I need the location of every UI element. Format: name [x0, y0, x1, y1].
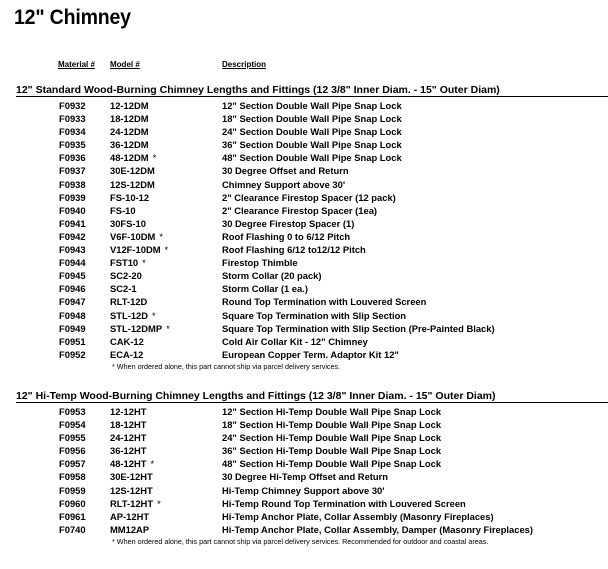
- part-description: 24" Section Hi-Temp Double Wall Pipe Snap Lock: [222, 432, 442, 444]
- model-number: 12S-12HT: [110, 484, 153, 496]
- model-cell: [110, 112, 149, 125]
- section-divider: [16, 96, 608, 97]
- model-cell: [110, 151, 156, 164]
- material-number: F0953: [59, 406, 86, 417]
- model-cell: [110, 309, 156, 322]
- model-cell: [110, 164, 155, 177]
- material-number: F0939: [59, 191, 86, 203]
- table-row: [0, 204, 608, 217]
- material-number: F0959: [59, 484, 86, 496]
- parcel-restriction-marker: *: [142, 257, 146, 269]
- model-number: MM12AP: [110, 523, 150, 535]
- model-cell: [110, 243, 168, 256]
- model-number: ECA-12: [110, 348, 144, 360]
- table-row: [0, 497, 608, 510]
- model-number: 30E-12DM: [110, 165, 155, 177]
- model-number: 30FS-10: [110, 217, 146, 229]
- model-number: 36-12DM: [110, 139, 149, 151]
- material-number: F0954: [59, 419, 86, 431]
- table-row: [0, 335, 608, 348]
- table-row: [0, 484, 608, 497]
- model-number: 36-12HT: [110, 445, 147, 457]
- material-number: F0934: [59, 126, 86, 138]
- model-cell: [110, 431, 146, 444]
- table-row: [0, 523, 608, 536]
- material-number: F0960: [59, 497, 86, 509]
- model-cell: [110, 295, 147, 308]
- material-number: F0955: [59, 432, 86, 444]
- table-row: [0, 112, 608, 125]
- table-row: [0, 243, 608, 256]
- table-row: [0, 309, 608, 322]
- model-cell: [110, 418, 146, 431]
- material-number: F0958: [59, 471, 86, 483]
- table-row: [0, 230, 608, 243]
- material-number: F0740: [59, 523, 86, 535]
- model-number: FST10: [110, 257, 139, 269]
- part-description: Square Top Termination with Slip Section: [222, 309, 407, 321]
- part-description: Cold Air Collar Kit - 12" Chimney: [222, 335, 368, 347]
- material-number: F0937: [59, 165, 86, 177]
- model-number: 18-12DM: [110, 113, 149, 125]
- model-cell: [110, 204, 136, 217]
- model-cell: [110, 510, 149, 523]
- table-row: [0, 125, 608, 138]
- model-column-header: Model #: [110, 60, 140, 69]
- model-number: 12-12DM: [110, 100, 149, 111]
- part-description: 30 Degree Offset and Return: [222, 165, 349, 177]
- table-row: [0, 269, 608, 282]
- section-heading: 12" Standard Wood-Burning Chimney Lengths and Fittings (12 3/8" Inner Diam. - 15" Outer Diam): [16, 84, 500, 96]
- model-number: RLT-12HT: [110, 497, 154, 509]
- model-cell: [110, 497, 161, 510]
- parcel-restriction-marker: *: [152, 309, 156, 321]
- material-number: F0936: [59, 152, 86, 164]
- part-description: 48" Section Hi-Temp Double Wall Pipe Snap Lock: [222, 458, 442, 470]
- footnote: * When ordered alone, this part cannot ship via parcel delivery services.: [112, 361, 341, 371]
- part-description: Square Top Termination with Slip Section (Pre-Painted Black): [222, 322, 495, 334]
- model-number: FS-10-12: [110, 191, 150, 203]
- model-number: 18-12HT: [110, 419, 147, 431]
- table-row: [0, 348, 608, 361]
- page-title: 12" Chimney: [14, 6, 131, 29]
- part-description: Storm Collar (20 pack): [222, 270, 322, 282]
- material-number: F0957: [59, 458, 86, 470]
- part-description: 48" Section Double Wall Pipe Snap Lock: [222, 152, 402, 164]
- model-number: 48-12HT: [110, 458, 147, 470]
- material-number: F0961: [59, 510, 86, 522]
- part-description: Chimney Support above 30': [222, 178, 346, 190]
- model-cell: [110, 282, 137, 295]
- model-cell: [110, 348, 143, 361]
- model-number: STL-12DMP: [110, 322, 163, 334]
- model-number: AP-12HT: [110, 510, 150, 522]
- material-number: F0935: [59, 139, 86, 151]
- model-number: FS-10: [110, 204, 136, 216]
- model-cell: [110, 470, 153, 483]
- part-description: Hi-Temp Chimney Support above 30': [222, 484, 385, 496]
- model-cell: [110, 178, 155, 191]
- parcel-restriction-marker: *: [150, 458, 155, 470]
- part-description: Roof Flashing 0 to 6/12 Pitch: [222, 230, 351, 242]
- part-description: 2" Clearance Firestop Spacer (1ea): [222, 204, 378, 216]
- material-number: F0940: [59, 204, 86, 216]
- table-row: [0, 431, 608, 444]
- model-number: RLT-12D: [110, 296, 148, 308]
- material-number: F0943: [59, 244, 86, 256]
- part-description: Round Top Termination with Louvered Screen: [222, 296, 427, 308]
- model-cell: [110, 230, 163, 243]
- model-number: V6F-10DM: [110, 230, 156, 242]
- part-description: Hi-Temp Round Top Termination with Louvered Screen: [222, 497, 466, 509]
- model-cell: [110, 322, 170, 335]
- model-number: 24-12HT: [110, 432, 147, 444]
- model-cell: [110, 138, 149, 151]
- table-row: [0, 444, 608, 457]
- model-number: SC2-20: [110, 270, 142, 282]
- material-number: F0947: [59, 296, 86, 308]
- table-row: [0, 151, 608, 164]
- model-number: 24-12DM: [110, 126, 149, 138]
- part-description: Hi-Temp Anchor Plate, Collar Assembly (Masonry Fireplaces): [222, 510, 494, 522]
- table-row: [0, 470, 608, 483]
- parcel-restriction-marker: *: [164, 244, 169, 256]
- material-column-header: Material #: [58, 60, 95, 69]
- part-description: European Copper Term. Adaptor Kit 12": [222, 348, 399, 360]
- part-description: 12" Section Hi-Temp Double Wall Pipe Snap Lock: [222, 406, 442, 417]
- model-number: 48-12DM: [110, 152, 149, 164]
- material-number: F0941: [59, 217, 86, 229]
- section-divider: [16, 402, 608, 403]
- table-row: [0, 164, 608, 177]
- model-number: 30E-12HT: [110, 471, 153, 483]
- material-number: F0945: [59, 270, 86, 282]
- model-cell: [110, 457, 154, 470]
- parcel-restriction-marker: *: [166, 322, 170, 334]
- part-description: 30 Degree Firestop Spacer (1): [222, 217, 355, 229]
- material-number: F0933: [59, 113, 86, 125]
- table-row: [0, 510, 608, 523]
- model-number: V12F-10DM: [110, 244, 161, 256]
- parts-table: [0, 405, 608, 548]
- material-number: F0949: [59, 322, 86, 334]
- table-row: [0, 138, 608, 151]
- material-number: F0944: [59, 257, 86, 269]
- part-description: 18" Section Double Wall Pipe Snap Lock: [222, 113, 402, 125]
- material-number: F0951: [59, 335, 86, 347]
- part-description: 36" Section Hi-Temp Double Wall Pipe Snap Lock: [222, 445, 442, 457]
- table-row: [0, 322, 608, 335]
- table-row: [0, 295, 608, 308]
- model-number: 12-12HT: [110, 406, 147, 417]
- model-cell: [110, 269, 142, 282]
- part-description: 18" Section Hi-Temp Double Wall Pipe Snap Lock: [222, 419, 442, 431]
- model-cell: [110, 125, 149, 138]
- model-cell: [110, 217, 146, 230]
- parts-table: [0, 99, 608, 373]
- model-number: SC2-1: [110, 283, 137, 295]
- part-description: 24" Section Double Wall Pipe Snap Lock: [222, 126, 402, 138]
- model-cell: [110, 256, 146, 269]
- table-row: [0, 178, 608, 191]
- model-number: STL-12D: [110, 309, 149, 321]
- material-number: F0946: [59, 283, 86, 295]
- table-row: [0, 217, 608, 230]
- footnote: * When ordered alone, this part cannot ship via parcel delivery services. Recommended for outdoor and coastal areas.: [112, 536, 489, 546]
- part-description: 2" Clearance Firestop Spacer (12 pack): [222, 191, 396, 203]
- material-number: F0938: [59, 178, 86, 190]
- table-row: [0, 256, 608, 269]
- model-cell: [110, 444, 146, 457]
- part-description: Hi-Temp Anchor Plate, Collar Assembly, Damper (Masonry Fireplaces): [222, 523, 534, 535]
- table-row: [0, 191, 608, 204]
- table-row: [0, 457, 608, 470]
- model-number: 12S-12DM: [110, 178, 155, 190]
- model-cell: [110, 191, 149, 204]
- part-description: Firestop Thimble: [222, 257, 298, 269]
- part-description: Roof Flashing 6/12 to12/12 Pitch: [222, 244, 366, 256]
- model-cell: [110, 335, 144, 348]
- model-cell: [110, 484, 153, 497]
- parcel-restriction-marker: *: [157, 497, 161, 509]
- material-number: F0952: [59, 348, 86, 360]
- model-cell: [110, 523, 149, 536]
- model-cell: [110, 99, 149, 112]
- part-description: Storm Collar (1 ea.): [222, 283, 308, 295]
- section-heading: 12" Hi-Temp Wood-Burning Chimney Lengths and Fittings (12 3/8" Inner Diam. - 15" Outer Diam): [16, 390, 496, 402]
- parcel-restriction-marker: *: [152, 152, 157, 164]
- table-row: [0, 99, 608, 112]
- model-number: CAK-12: [110, 335, 144, 347]
- material-number: F0956: [59, 445, 86, 457]
- material-number: F0948: [59, 309, 86, 321]
- parcel-restriction-marker: *: [159, 230, 163, 242]
- part-description: 36" Section Double Wall Pipe Snap Lock: [222, 139, 402, 151]
- model-cell: [110, 405, 146, 418]
- table-row: [0, 282, 608, 295]
- material-number: F0932: [59, 100, 86, 111]
- table-row: [0, 405, 608, 418]
- part-description: 12" Section Double Wall Pipe Snap Lock: [222, 100, 402, 111]
- table-row: [0, 418, 608, 431]
- material-number: F0942: [59, 230, 86, 242]
- part-description: 30 Degree Hi-Temp Offset and Return: [222, 471, 389, 483]
- description-column-header: Description: [222, 60, 267, 69]
